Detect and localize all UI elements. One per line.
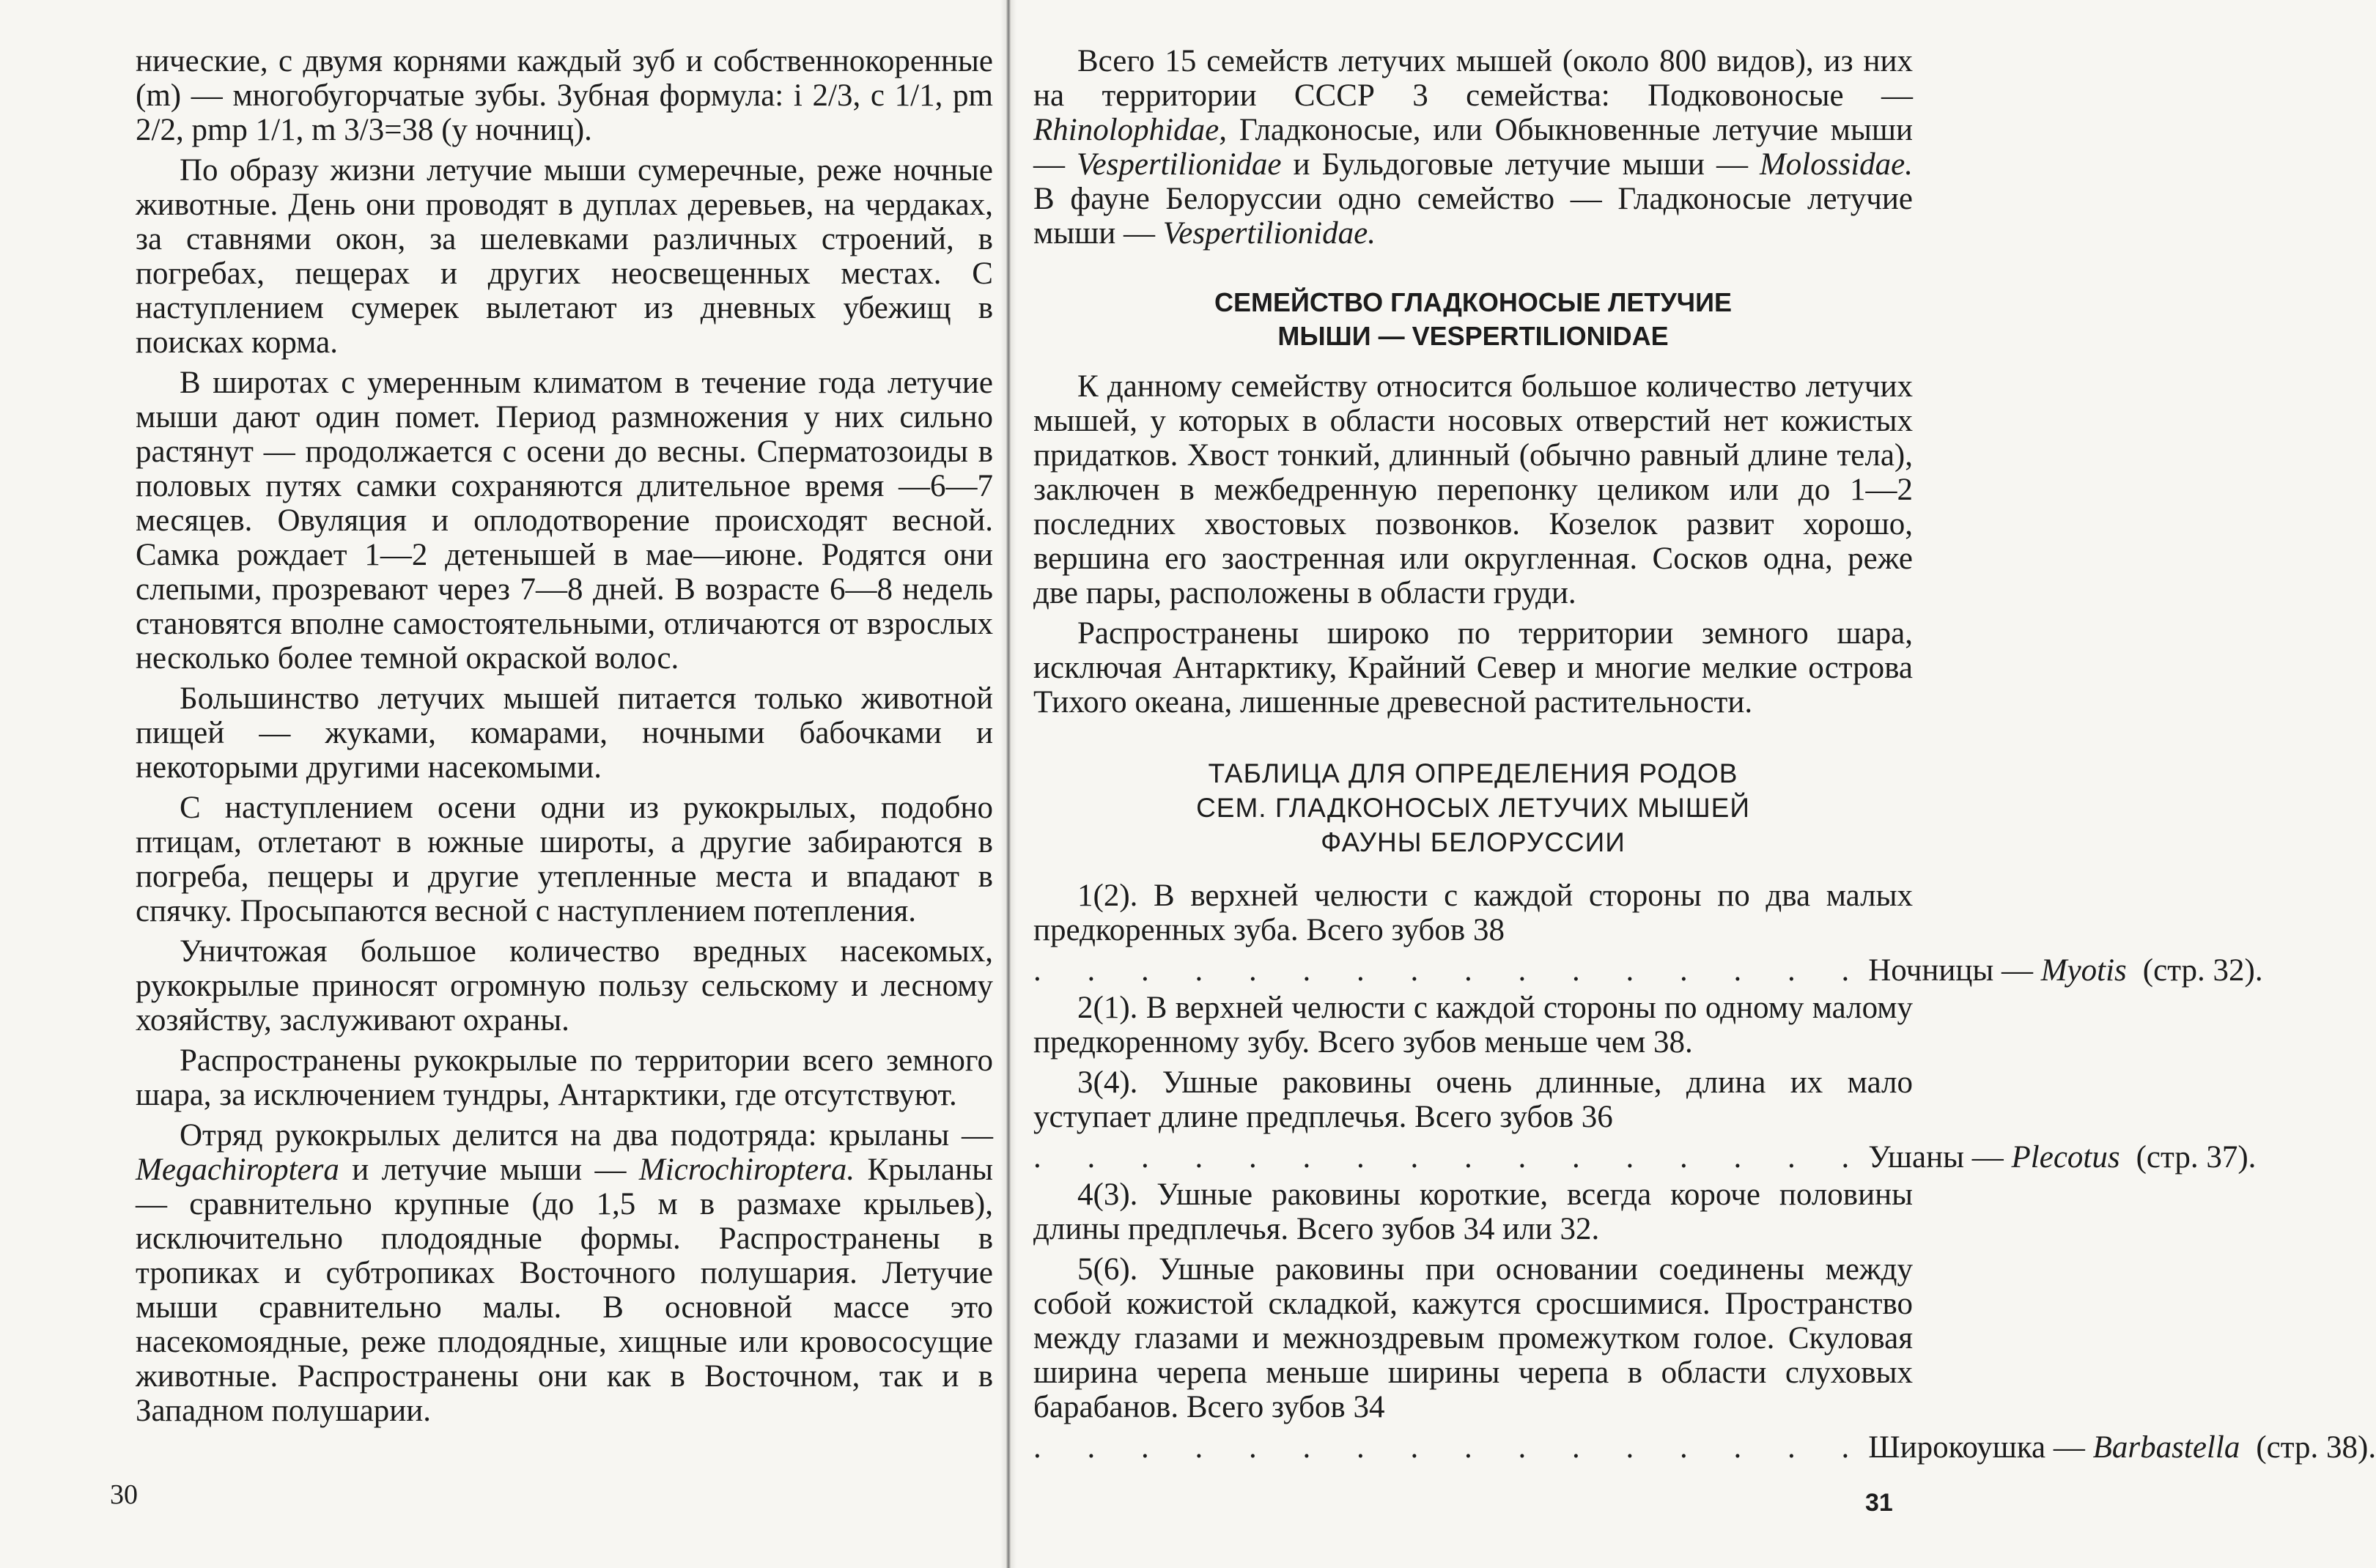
text-run: Крыланы — сравнительно крупные (до 1,5 м в размахе крыльев), исключительно плодоядные формы. Распространены в тропиках и субтропиках Восточного полушария. Летучие мыши сравнительно малы. В основной массе это насекомоядные, реже плодоядные, хищные или кровососущие животные. Распространены они как в Восточном, так и в Западном полушарии. — [136, 1153, 993, 1428]
taxon-name: Rhinolophidae, — [1033, 113, 1227, 147]
left-page-text-column — [136, 44, 993, 1434]
genus-taxon: Myotis — [2040, 953, 2127, 988]
key-entry-text: 3(4). Ушные раковины очень длинные, длина их мало уступает длине предплечья. Всего зубов 36 — [1033, 1065, 1913, 1134]
genus-taxon: Barbastella — [2092, 1430, 2240, 1465]
text-run: и летучие мыши — — [339, 1153, 639, 1187]
key-entry-text: 5(6). Ушные раковины при основании соединены между собой кожистой складкой, кажутся сросшимися. Пространство между глазами и межноздревым промежутком голое. Скуловая ширина черепа меньше ширины черепа в области слуховых барабанов. Всего зубов 34 — [1033, 1252, 1913, 1424]
key-table-heading-line: ТАБЛИЦА ДЛЯ ОПРЕДЕЛЕНИЯ РОДОВ — [1208, 758, 1738, 788]
taxon-name: Molossidae. — [1759, 147, 1914, 182]
key-entry — [1033, 879, 1913, 947]
page-reference: (стр. 37). — [2136, 1140, 2257, 1175]
right-page-text-column — [1033, 44, 2376, 1468]
text-run: Гладконосые, или Обыкновенные летучие мыши — — [1033, 113, 1913, 182]
paragraph: По образу жизни летучие мыши сумеречные, реже ночные животные. День они проводят в дуплах деревьев, на чердаках, за ставнями окон, за шелевками различных строений, в погребах, пещерах и других неосвещенных местах. С наступлением сумерек вылетают из дневных убежищ в поисках корма. — [136, 153, 993, 360]
paragraph: Большинство летучих мышей питается только животной пищей — жуками, комарами, ночными бабочками и некоторыми другими насекомыми. — [136, 681, 993, 785]
page-number-left: 30 — [110, 1479, 138, 1510]
taxon-name: Vespertilionidae — [1077, 147, 1282, 182]
paragraph: В широтах с умеренным климатом в течение года летучие мыши дают один помет. Период размножения у них сильно растянут — продолжается с осени до весны. Сперматозоиды в половых путях самки сохраняются длительное время —6—7 месяцев. Овуляция и оплодотворение происходят весной. Самка рождает 1—2 детенышей в мае—июне. Родятся они слепыми, прозревают через 7—8 дней. В возрасте 6—8 недель становятся вполне самостоятельными, отличаются от взрослых несколько более темной окраской волос. — [136, 366, 993, 676]
page-reference: (стр. 38). — [2256, 1430, 2376, 1465]
key-result — [1033, 1140, 2257, 1175]
key-entry — [1033, 1177, 1913, 1246]
dot-leader: . . . . . . . . . . . . . . . . — [1033, 953, 1869, 988]
page-number-right: 31 — [1865, 1489, 1893, 1517]
key-result — [1033, 1430, 2376, 1465]
paragraph: С наступлением осени одни из рукокрылых, подобно птицам, отлетают в южные широты, а другие забираются в погреба, пещеры и другие утепленные места и впадают в спячку. Просыпаются весной с наступлением потепления. — [136, 791, 993, 928]
taxon-name: Megachiroptera — [136, 1153, 339, 1187]
genus-name: Ночницы — — [1868, 953, 2041, 988]
family-heading — [1033, 286, 1913, 353]
genus-name: Широкоушка — — [1868, 1430, 2093, 1465]
paragraph: Распространены широко по территории земного шара, исключая Антарктику, Крайний Север и многие мелкие острова Тихого океана, лишенные древесной растительности. — [1033, 616, 1913, 720]
text-run: Всего 15 семейств летучих мышей (около 800 видов), из них на территории СССР 3 семейства: Подковоносые — — [1033, 44, 1913, 113]
paragraph: Уничтожая большое количество вредных насекомых, рукокрылые приносят огромную пользу сельскому и лесному хозяйству, заслуживают охраны. — [136, 934, 993, 1038]
taxon-name: Microchiroptera. — [638, 1153, 855, 1187]
paragraph-families — [1033, 44, 1913, 251]
key-entry — [1033, 1065, 1913, 1134]
dot-leader: . . . . . . . . . . . . . . . . — [1033, 1430, 1869, 1465]
paragraph-suborders — [136, 1118, 993, 1428]
key-table-heading — [1033, 756, 1913, 859]
key-entry-text: 2(1). В верхней челюсти с каждой стороны по одному малому предкоренному зубу. Всего зубов меньше чем 38. — [1033, 991, 1913, 1059]
taxon-name: Vespertilionidae. — [1162, 216, 1376, 251]
text-run: и Бульдоговые летучие мыши — — [1281, 147, 1760, 182]
key-table-heading-line: СЕМ. ГЛАДКОНОСЫХ ЛЕТУЧИХ МЫШЕЙ — [1196, 793, 1750, 823]
key-entry-text: 1(2). В верхней челюсти с каждой стороны по два малых предкоренных зуба. Всего зубов 38 — [1033, 879, 1913, 947]
page-reference: (стр. 32). — [2142, 953, 2263, 988]
family-heading-line: СЕМЕЙСТВО ГЛАДКОНОСЫЕ ЛЕТУЧИЕ — [1214, 287, 1732, 317]
dot-leader: . . . . . . . . . . . . . . . . — [1033, 1140, 1869, 1175]
paragraph: К данному семейству относится большое количество летучих мышей, у которых в области носовых отверстий нет кожистых придатков. Хвост тонкий, длинный (обычно равный длине тела), заключен в межбедренную перепонку целиком или до 1—2 последних хвостовых позвонков. Козелок развит хорошо, вершина его заостренная или округленная. Сосков одна, реже две пары, расположены в области груди. — [1033, 369, 1913, 610]
key-entry-text: 4(3). Ушные раковины короткие, всегда короче половины длины предплечья. Всего зубов 34 или 32. — [1033, 1177, 1913, 1246]
text-run: Отряд рукокрылых делится на два подотряда: крыланы — — [180, 1118, 993, 1153]
key-table-heading-line: ФАУНЫ БЕЛОРУССИИ — [1321, 827, 1626, 857]
genus-taxon: Plecotus — [2011, 1140, 2120, 1175]
key-result — [1033, 953, 2263, 988]
genus-name: Ушаны — — [1868, 1140, 2012, 1175]
text-run: В фауне Белоруссии одно семейство — Гладконосые летучие мыши — — [1033, 182, 1913, 251]
left-page — [0, 0, 1008, 1568]
right-page — [1008, 0, 2376, 1568]
family-heading-line: МЫШИ — VESPERTILIONIDAE — [1277, 321, 1669, 351]
paragraph: Распространены рукокрылые по территории всего земного шара, за исключением тундры, Антарктики, где отсутствуют. — [136, 1043, 993, 1112]
key-entry — [1033, 1252, 1913, 1424]
key-entry — [1033, 991, 1913, 1059]
paragraph: нические, с двумя корнями каждый зуб и собственнокоренные (m) — многобугорчатые зубы. Зубная формула: i 2/3, с 1/1, pm 2/2, pmp 1/1, m 3/3=38 (у ночниц). — [136, 44, 993, 147]
